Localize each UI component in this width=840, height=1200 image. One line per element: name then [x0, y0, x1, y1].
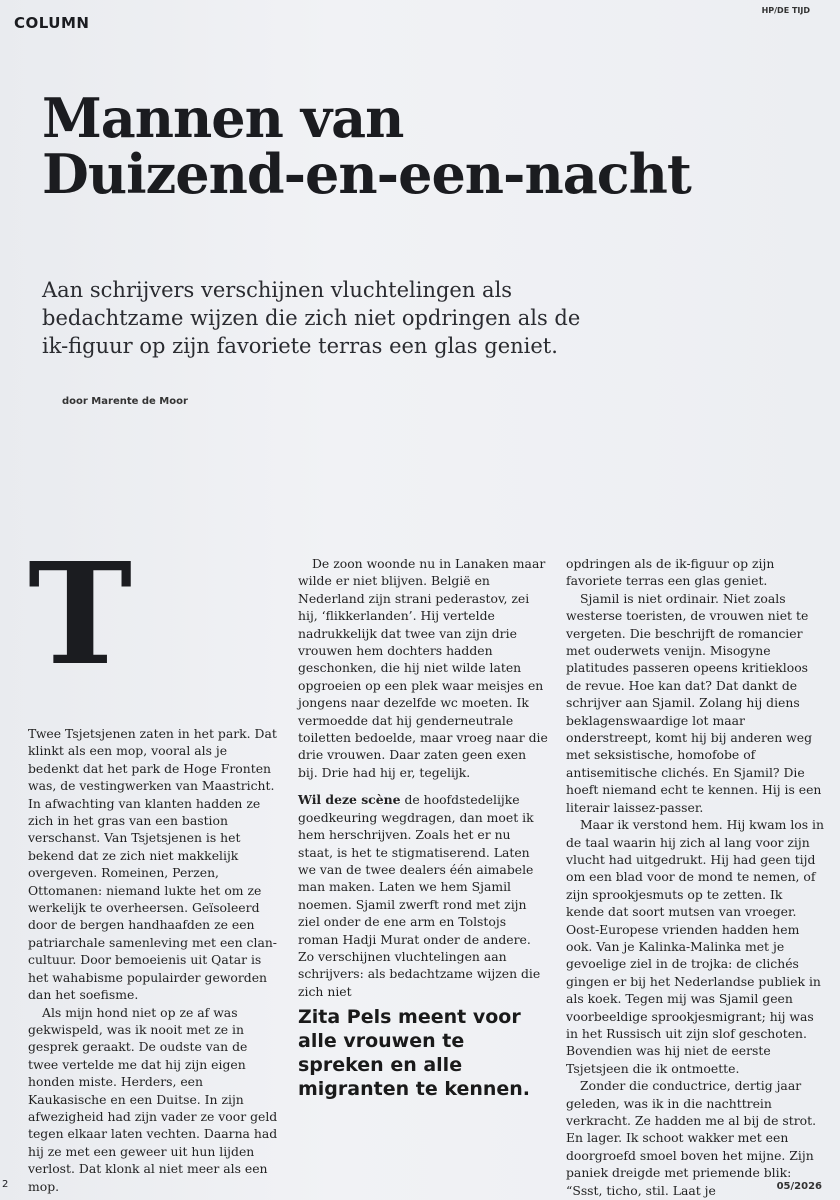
column-2 [298, 555, 548, 1000]
title-line-1: Mannen van [42, 86, 404, 150]
title-line-2: Duizend-en-een-nacht [42, 142, 691, 206]
paragraph: De zoon woonde nu in Lanaken maar wilde er niet blijven. België en Nederland zijn strani pederastov, zei hij, ‘flikkerlanden’. Hij vertelde nadrukkelijk dat twee van zijn drie vrouwen hem dochters hadden geschonken, die hij niet wilde laten opgroeien op een plek waar meisjes en jongens naar dezelfde wc moeten. Ik vermoedde dat hij genderneutrale toiletten bedoelde, maar vroeg naar die drie vrouwen. Daar zaten geen exen bij. Drie had hij er, tegelijk. [298, 556, 548, 780]
paragraph: opdringen als de ik-figuur op zijn favoriete terras een glas geniet. [566, 556, 775, 589]
byline: door Marente de Moor [62, 396, 188, 407]
paragraph: Zonder die conductrice, dertig jaar geleden, was ik in die nachttrein verkracht. Ze hadden me al bij de strot. En lager. Ik schoot wakker met een doorgroefd smoel boven het mijne. Zijn paniek dreigde met priemende blik: “Ssst, ticho, stil. Laat je [566, 1078, 817, 1198]
paragraph-text: de hoofdstedelijke goedkeuring wegdragen, dan moet ik hem herschrijven. Zoals het er nu staat, is het te stigmatiserend. Laten we van de twee dealers één aimabele man maken. Laten we hem Sjamil noemen. Sjamil zwerft rond met zijn ziel onder de ene arm en Tolstojs roman Hadji Murat onder de andere. Zo verschijnen vluchtelingen aan schrijvers: als bedachtzame wijzen die zich niet [298, 792, 541, 999]
paragraph [298, 791, 548, 1000]
magazine-name: HP/DE TIJD [761, 6, 810, 15]
section-label: COLUMN [14, 14, 90, 32]
lead-paragraph: Aan schrijvers verschijnen vluchtelingen als bedachtzame wijzen die zich niet opdringen als de ik-figuur op zijn favoriete terras een glas geniet. [42, 278, 581, 358]
pull-quote: Zita Pels meent voor alle vrouwen te spreken en alle migranten te kennen. [298, 1006, 531, 1100]
paragraph: Als mijn hond niet op ze af was gekwispeld, was ik nooit met ze in gesprek geraakt. De oudste van de twee vertelde me dat hij zijn eigen honden miste. Herders, een Kaukasische en een Duitse. In zijn afwezigheid had zijn vader ze voor geld tegen elkaar laten vechten. Daarna had hij ze met een geweer uit hun lijden verlost. Dat klonk al niet meer als een mop. [28, 1004, 278, 1194]
issue-number: 05/2026 [776, 1181, 822, 1192]
section-lead-in: Wil deze scène [298, 792, 401, 808]
paragraph: Sjamil is niet ordinair. Niet zoals westerse toeristen, de vrouwen niet te vergeten. Die beschrijft de romancier met ouderwets venijn. Misogyne platitudes passeren opeens kritiekloos de revue. Hoe kan dat? Dat dankt de schrijver aan Sjamil. Zolang hij diens beklagenswaardige lot maar onderstreept, komt hij bij anderen weg met seksistische, homofobe of antisemitische clichés. En Sjamil? Die hoeft niemand echt te kennen. Hij is een literair laissez-passer. [566, 590, 822, 815]
column-3 [566, 555, 824, 1199]
column-1 [28, 725, 278, 1195]
article-title [42, 86, 840, 206]
paragraph: Maar ik verstond hem. Hij kwam los in de taal waarin hij zich al lang voor zijn vlucht had uitgedrukt. Hij had geen tijd om een blad voor de mond te nemen, of zijn sprookjesmuts op te zetten. Ik kende dat soort mutsen van vroeger. Oost-Europese vrienden hadden hem ook. Van je Kalinka-Malinka met je gevoelige ziel in de trojka: de clichés gingen er bij het Nederlandse publiek in als koek. Tegen mij was Sjamil geen voorbeeldige sprookjesmigrant; hij was in het Russisch uit zijn slof geschoten. Bovendien was hij niet de eerste Tsjetsjeen die ik ontmoette. [566, 817, 824, 1076]
drop-cap: T [28, 533, 133, 697]
paragraph: Twee Tsjetsjenen zaten in het park. Dat klinkt als een mop, vooral als je bedenkt dat het park de Hoge Fronten was, de vestingwerken van Maastricht. In afwachting van klanten hadden ze zich in het gras van een bastion verschanst. Van Tsjetsjenen is het bekend dat ze zich niet makkelijk overgeven. Romeinen, Perzen, Ottomanen: niemand lukte het om ze werkelijk te overheersen. Geïsoleerd door de bergen handhaafden ze een patriarchale samenleving met een clan-cultuur. Door bemoeienis uit Qatar is het wahabisme populairder geworden dan het soefisme. [28, 726, 277, 1003]
page-number: 2 [2, 1179, 9, 1190]
